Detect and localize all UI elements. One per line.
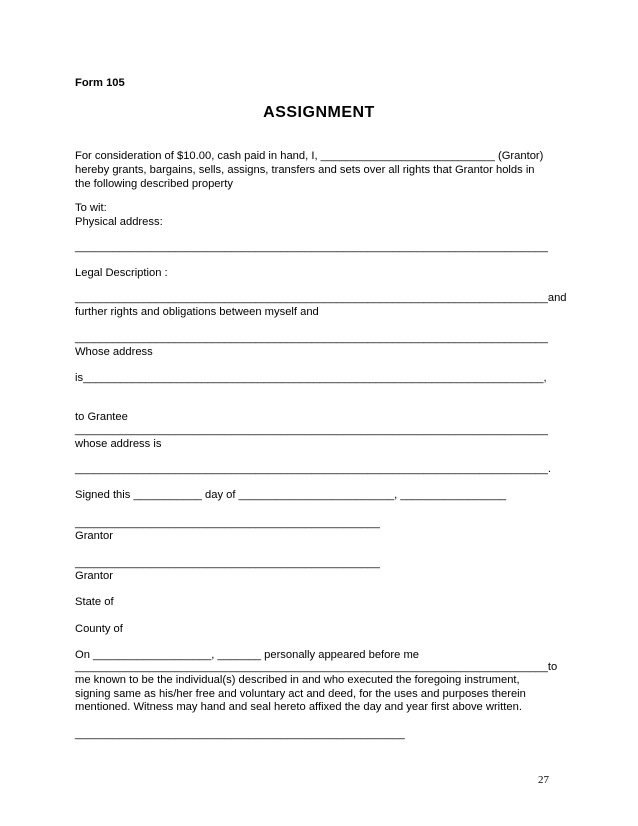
grantor-signature-line-2: _________________________________________________ (75, 557, 380, 569)
county-of-label: County of (75, 623, 123, 635)
grantee-blank: ____________________________________________________________________________ (75, 424, 548, 436)
appeared-name-blank: ____________________________________________________________________________to (75, 661, 558, 673)
acknowledgment-line-1: me known to be the individual(s) described in and who executed the foregoing instrument, (75, 674, 520, 686)
physical-address-blank: ____________________________________________________________________________ (75, 241, 548, 253)
property-line: the following described property (75, 178, 233, 190)
legal-description-blank: ____________________________________________________________________________and (75, 292, 567, 304)
grantor-signature-line-1: _________________________________________________ (75, 517, 380, 529)
grantee-address-label: whose address is (75, 438, 162, 450)
grantor-label-2: Grantor (75, 570, 113, 582)
page-number: 27 (538, 774, 549, 786)
document-title: ASSIGNMENT (263, 104, 375, 121)
appeared-line: On ___________________, _______ personally appeared before me (75, 649, 419, 661)
assignee-blank: ____________________________________________________________________________ (75, 332, 548, 344)
grant-line: hereby grants, bargains, sells, assigns, transfers and sets over all rights that Grantor holds in (75, 164, 535, 176)
acknowledgment-line-2: signing same as his/her free and voluntary act and deed, for the uses and purposes therein (75, 688, 526, 700)
state-of-label: State of (75, 596, 114, 608)
legal-description-label: Legal Description : (75, 267, 168, 279)
to-grantee-label: to Grantee (75, 411, 128, 423)
to-wit-label: To wit: (75, 202, 107, 214)
obligations-line: further rights and obligations between myself and (75, 306, 319, 318)
acknowledgment-line-3: mentioned. Witness may hand and seal hereto affixed the day and year first above written. (75, 701, 522, 713)
witness-signature-line: _____________________________________________________ (75, 728, 405, 740)
grantor-label-1: Grantor (75, 530, 113, 542)
physical-address-label: Physical address: (75, 216, 163, 228)
form-number: Form 105 (75, 77, 125, 89)
signed-line: Signed this ___________ day of _________________________, _________________ (75, 489, 507, 501)
consideration-line: For consideration of $10.00, cash paid in hand, I, ____________________________ (Grantor) (75, 150, 544, 162)
whose-address-label: Whose address (75, 346, 153, 358)
address-blank: is__________________________________________________________________________, (75, 372, 547, 384)
grantee-address-blank: ____________________________________________________________________________. (75, 463, 551, 475)
